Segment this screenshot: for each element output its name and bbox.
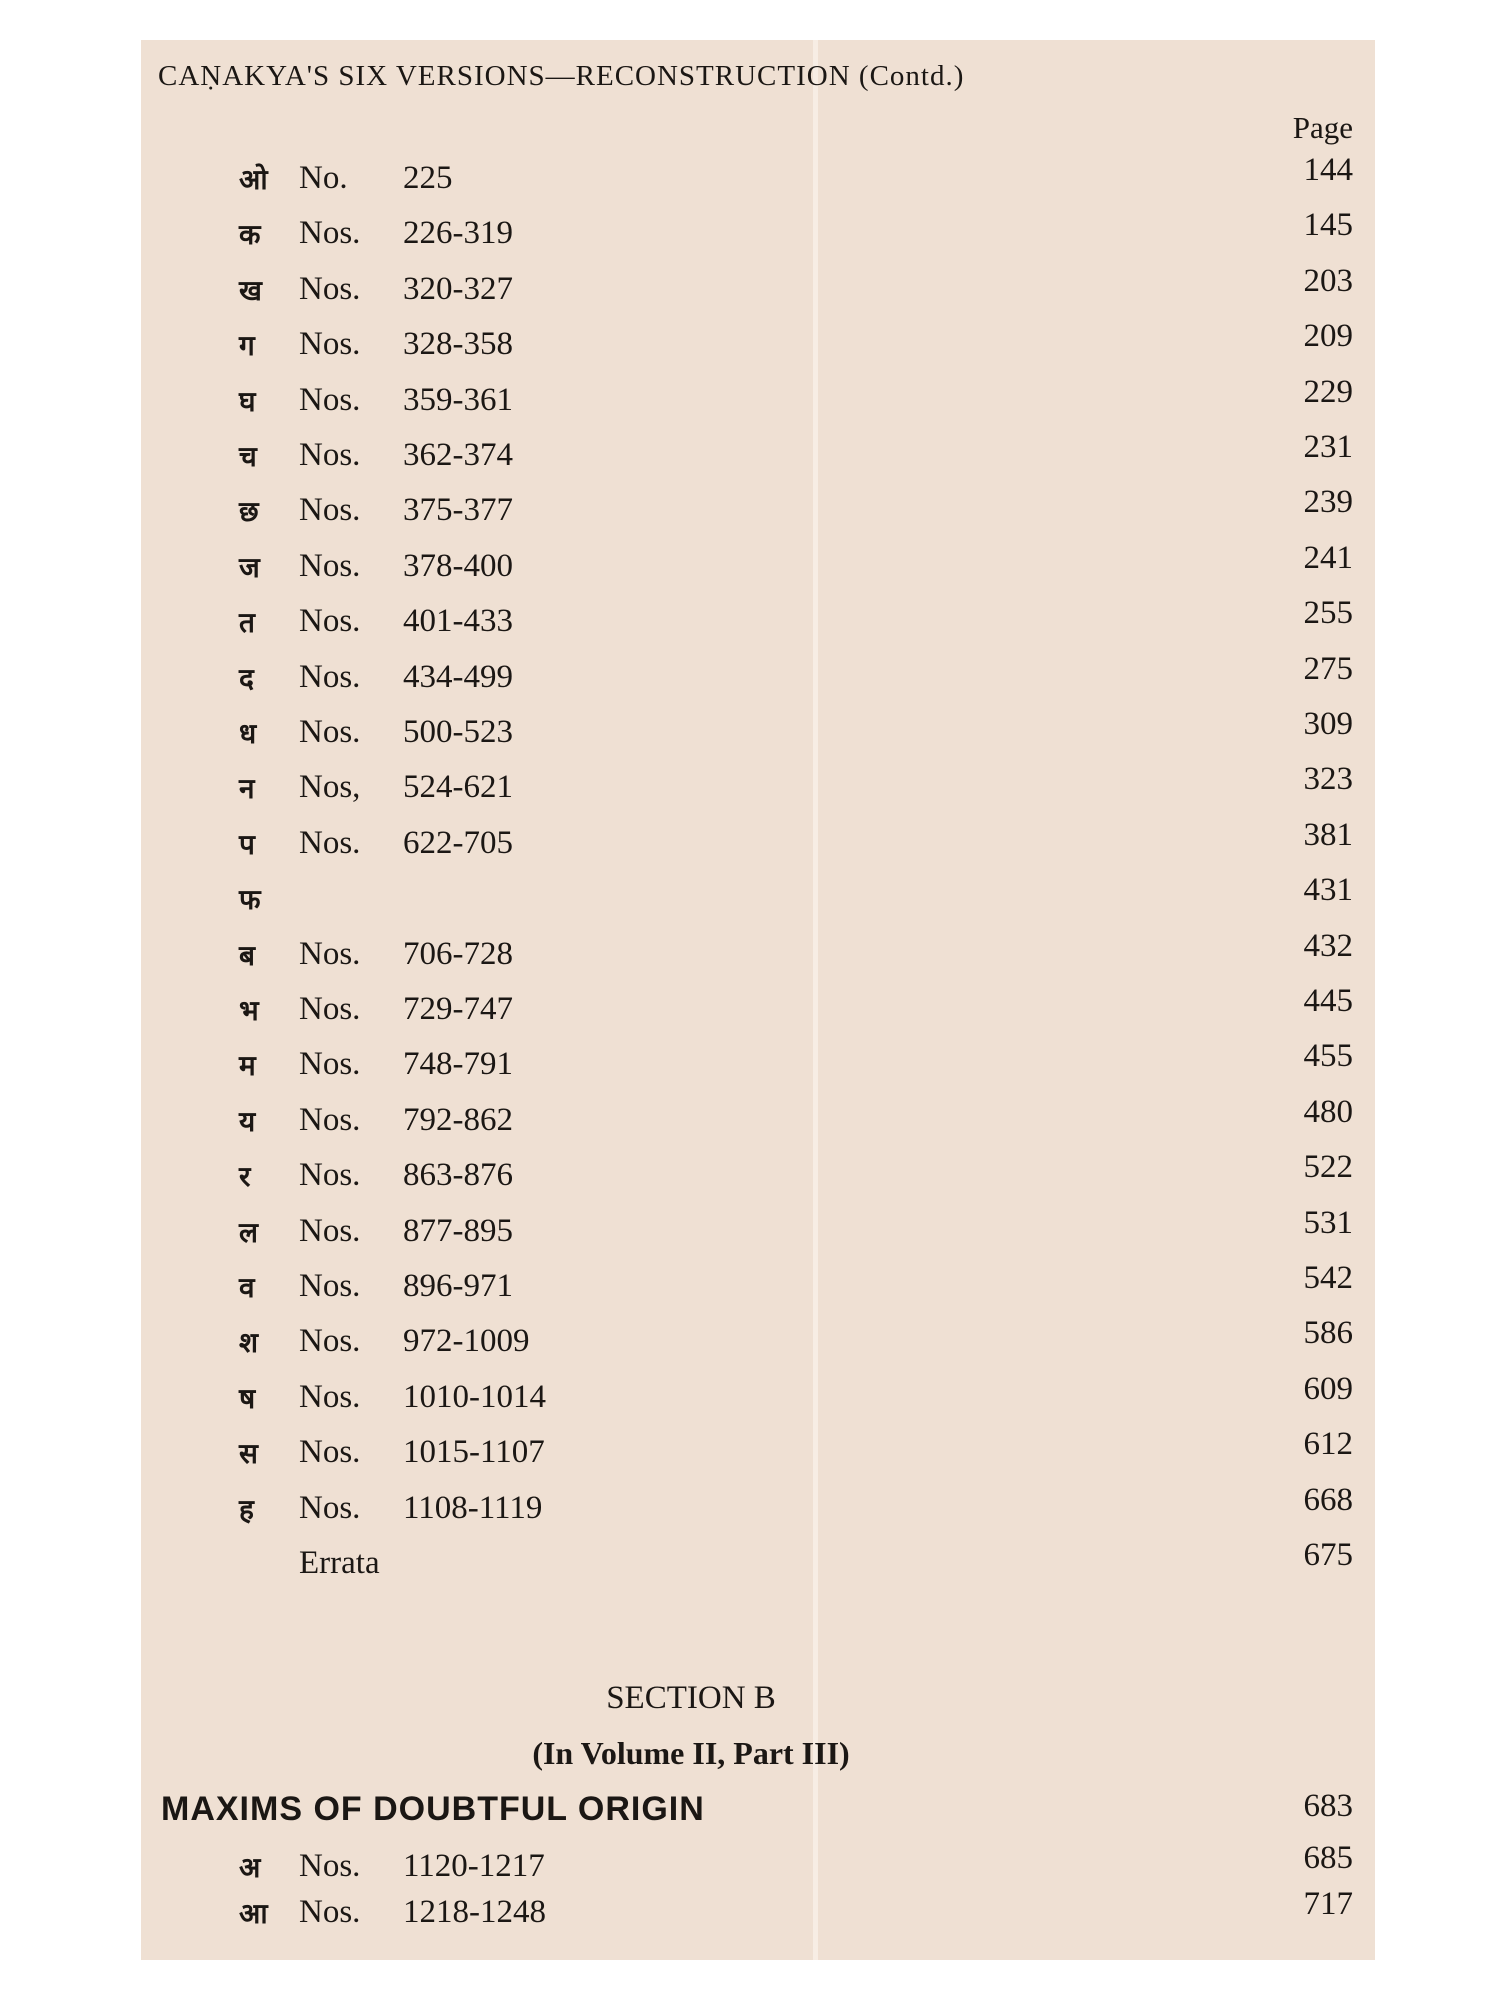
page-number: 717 <box>1303 1886 1353 1922</box>
nos-label: Nos. <box>299 1101 361 1138</box>
contents-row <box>141 152 1375 210</box>
errata-page: 675 <box>1303 1537 1353 1573</box>
devanagari-letter: प <box>239 827 255 861</box>
page-number: 145 <box>1303 207 1353 244</box>
page-number: 586 <box>1303 1315 1353 1352</box>
devanagari-letter: भ <box>239 994 259 1027</box>
page-number: 309 <box>1303 706 1353 742</box>
devanagari-letter: त <box>239 606 255 640</box>
page-number: 229 <box>1303 373 1353 410</box>
scanned-page <box>141 40 1375 1960</box>
nos-label: Nos. <box>299 603 361 640</box>
nos-label: Nos. <box>299 935 361 972</box>
nos-label: Nos. <box>299 381 361 418</box>
nos-label: Nos. <box>299 991 361 1027</box>
page-number: 531 <box>1303 1204 1353 1241</box>
page-number: 275 <box>1303 650 1353 687</box>
number-range: 706-728 <box>403 935 513 972</box>
nos-label: Nos. <box>299 1489 361 1526</box>
nos-label: Nos. <box>299 714 361 750</box>
contents-row <box>141 706 1375 764</box>
contents-row <box>141 927 1375 986</box>
nos-label: Nos. <box>299 326 361 363</box>
contents-row <box>141 761 1375 819</box>
number-range: 401-433 <box>403 603 513 640</box>
number-range: 362-374 <box>403 437 513 473</box>
number-range: 1010-1014 <box>403 1378 546 1415</box>
page-number: 522 <box>1303 1149 1353 1186</box>
number-range: 434-499 <box>403 658 513 695</box>
devanagari-letter: ज <box>239 550 260 584</box>
nos-label: Nos. <box>299 270 361 307</box>
devanagari-letter: क <box>239 218 261 252</box>
devanagari-letter: फ <box>239 883 261 917</box>
page-number: 431 <box>1303 872 1353 909</box>
page-number: 239 <box>1303 484 1353 521</box>
page-column-label: Page <box>1292 110 1353 145</box>
contents-row <box>141 1840 1375 1898</box>
number-range: 524-621 <box>403 769 513 806</box>
number-range: 375-377 <box>403 492 513 529</box>
number-range: 226-319 <box>403 215 513 252</box>
number-range: 1015-1107 <box>403 1434 545 1471</box>
contents-row <box>141 373 1375 432</box>
number-range: 792-862 <box>403 1101 513 1138</box>
devanagari-letter: द <box>239 661 254 695</box>
number-range: 320-327 <box>403 270 513 307</box>
contents-row <box>141 816 1375 875</box>
page-number: 542 <box>1303 1260 1353 1296</box>
devanagari-letter: अ <box>239 1851 261 1884</box>
section-subtitle: (In Volume II, Part III) <box>532 1735 850 1771</box>
devanagari-letter: घ <box>239 384 256 418</box>
devanagari-letter: र <box>239 1160 251 1194</box>
contents-row <box>141 1886 1375 1944</box>
contents-row <box>141 1260 1375 1318</box>
nos-label: Nos. <box>299 1894 361 1930</box>
contents-row <box>141 539 1375 598</box>
contents-row <box>141 318 1375 376</box>
contents-row <box>141 1204 1375 1263</box>
contents-row <box>141 1370 1375 1429</box>
devanagari-letter: ख <box>239 273 262 307</box>
nos-label: Nos. <box>299 824 361 861</box>
devanagari-letter: ल <box>239 1215 258 1249</box>
page-number: 432 <box>1303 927 1353 964</box>
nos-label: Nos. <box>299 1848 361 1884</box>
number-range: 729-747 <box>403 991 513 1027</box>
contents-row <box>141 1149 1375 1207</box>
nos-label: Nos. <box>299 1323 361 1360</box>
number-range: 1108-1119 <box>403 1489 543 1526</box>
number-range: 378-400 <box>403 547 513 584</box>
number-range: 1218-1248 <box>403 1894 546 1930</box>
contents-row <box>141 983 1375 1041</box>
contents-row <box>141 650 1375 709</box>
contents-row <box>141 1315 1375 1373</box>
contents-row <box>141 872 1375 930</box>
page-number: 609 <box>1303 1370 1353 1407</box>
nos-label: Nos. <box>299 547 361 584</box>
contents-row <box>141 262 1375 321</box>
nos-label: Nos, <box>299 769 361 806</box>
devanagari-letter: आ <box>239 1897 268 1930</box>
contents-row <box>141 1093 1375 1152</box>
nos-label: Nos. <box>299 658 361 695</box>
errata-row <box>141 1537 1375 1595</box>
page-number: 480 <box>1303 1093 1353 1130</box>
devanagari-letter: य <box>239 1104 256 1138</box>
contents-row <box>141 484 1375 542</box>
devanagari-letter: ष <box>239 1381 256 1415</box>
contents-row <box>141 429 1375 487</box>
number-range: 877-895 <box>403 1212 513 1249</box>
page-number: 612 <box>1303 1426 1353 1463</box>
number-range: 359-361 <box>403 381 513 418</box>
number-range: 225 <box>403 160 453 196</box>
number-range: 622-705 <box>403 824 513 861</box>
number-range: 972-1009 <box>403 1323 530 1360</box>
page-number: 209 <box>1303 318 1353 355</box>
contents-row <box>141 1038 1375 1096</box>
contents-row <box>141 207 1375 265</box>
maxims-heading: MAXIMS OF DOUBTFUL ORIGIN <box>161 1790 705 1828</box>
number-range: 896-971 <box>403 1268 513 1304</box>
devanagari-letter: ओ <box>239 163 268 196</box>
page-number: 241 <box>1303 539 1353 576</box>
contents-row <box>141 1481 1375 1540</box>
contents-row <box>141 595 1375 653</box>
page-number: 668 <box>1303 1481 1353 1518</box>
nos-label: Nos. <box>299 1268 361 1304</box>
devanagari-letter: म <box>239 1049 256 1083</box>
devanagari-letter: ग <box>239 329 255 363</box>
nos-label: Nos. <box>299 1434 361 1471</box>
page-number: 455 <box>1303 1038 1353 1075</box>
devanagari-letter: ध <box>239 717 257 750</box>
number-range: 748-791 <box>403 1046 513 1083</box>
section-title: SECTION B <box>606 1680 776 1716</box>
page-number: 255 <box>1303 595 1353 632</box>
page-number: 203 <box>1303 262 1353 299</box>
devanagari-letter: ह <box>239 1492 254 1526</box>
number-range: 328-358 <box>403 326 513 363</box>
devanagari-letter: व <box>239 1271 255 1304</box>
contents-row <box>141 1426 1375 1484</box>
devanagari-letter: छ <box>239 495 259 529</box>
number-range: 1120-1217 <box>403 1848 545 1884</box>
number-range: 863-876 <box>403 1157 513 1194</box>
page-number: 323 <box>1303 761 1353 798</box>
page-number: 381 <box>1303 816 1353 853</box>
devanagari-letter: न <box>239 772 255 806</box>
page-number: 445 <box>1303 983 1353 1019</box>
page-number: 144 <box>1303 152 1353 188</box>
nos-label: Nos. <box>299 1046 361 1083</box>
nos-label: Nos. <box>299 215 361 252</box>
errata-label: Errata <box>299 1545 380 1581</box>
nos-label: Nos. <box>299 1157 361 1194</box>
devanagari-letter: श <box>239 1326 259 1360</box>
nos-label: Nos. <box>299 1378 361 1415</box>
page-number: 685 <box>1303 1840 1353 1876</box>
running-header: CAṆAKYA'S SIX VERSIONS—RECONSTRUCTION (Contd.) <box>158 60 965 92</box>
nos-label: Nos. <box>299 1212 361 1249</box>
nos-label: Nos. <box>299 492 361 529</box>
number-range: 500-523 <box>403 714 513 750</box>
page-number: 231 <box>1303 429 1353 465</box>
nos-label: No. <box>299 160 348 196</box>
nos-label: Nos. <box>299 437 361 473</box>
devanagari-letter: च <box>239 440 257 473</box>
maxims-heading-page: 683 <box>1303 1788 1353 1824</box>
devanagari-letter: स <box>239 1437 258 1471</box>
devanagari-letter: ब <box>239 938 255 972</box>
